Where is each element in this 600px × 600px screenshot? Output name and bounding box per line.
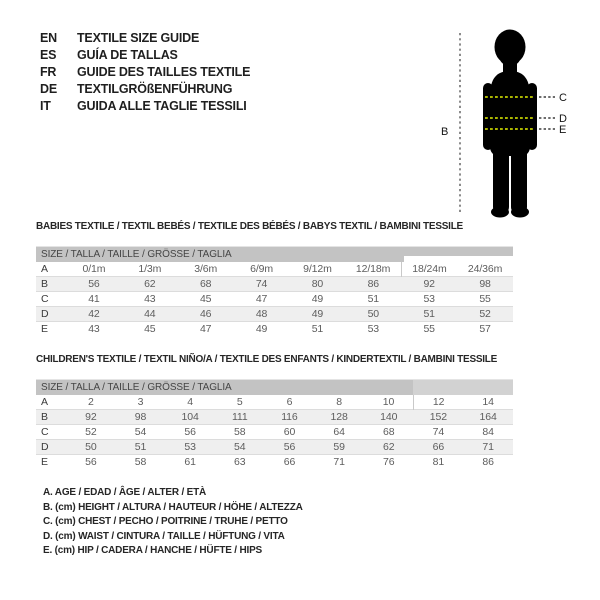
- label-b: B: [441, 126, 449, 138]
- label-c: C: [559, 92, 567, 104]
- table-cell: 98: [116, 410, 166, 425]
- table-cell: 58: [134, 456, 147, 468]
- child-silhouette: [483, 30, 537, 218]
- table-cell: 12: [414, 395, 464, 410]
- table-row: [36, 277, 513, 292]
- table-cell: 6: [286, 396, 293, 408]
- table-cell: 54: [215, 440, 265, 455]
- table-row: [36, 455, 513, 470]
- table-cell: 140: [364, 410, 414, 425]
- legend-item: B. (cm) HEIGHT / ALTURA / HAUTEUR / HÖHE / ALTEZZA: [43, 501, 303, 513]
- table-cell: 41: [88, 293, 100, 305]
- table-cell: 43: [144, 293, 156, 305]
- table-cell: 58: [234, 426, 246, 438]
- table-row: [36, 395, 513, 410]
- row-label: D: [36, 440, 66, 455]
- legend-item: D. (cm) WAIST / CINTURA / TAILLE / HÜFTUNG / VITA: [43, 530, 285, 542]
- table-cell: 164: [463, 410, 513, 425]
- table-cell: 92: [401, 277, 457, 292]
- table-row: [36, 292, 513, 307]
- table-cell: 71: [333, 456, 345, 468]
- table-cell: 53: [423, 293, 435, 305]
- table-cell: 24/36m: [467, 263, 503, 275]
- table-cell: 74: [432, 426, 445, 438]
- table-cell: 46: [178, 307, 234, 322]
- table-cell: 104: [165, 410, 215, 425]
- table-row: [36, 410, 513, 425]
- size-table-header-row: [36, 380, 513, 396]
- table-cell: 60: [283, 426, 296, 438]
- size-table-header: SIZE / TALLA / TAILLE / GRÖSSE / TAGLIA: [36, 380, 513, 396]
- row-label: A: [41, 263, 48, 275]
- table-cell: 66: [283, 456, 296, 468]
- table-cell: 111: [215, 410, 265, 425]
- size-table-header: SIZE / TALLA / TAILLE / GRÖSSE / TAGLIA: [36, 247, 513, 263]
- table-row: [36, 307, 513, 322]
- table-cell: 51: [401, 307, 457, 322]
- table-cell: 44: [122, 307, 178, 322]
- legend-item: E. (cm) HIP / CADERA / HANCHE / HÜFTE / HIPS: [43, 545, 263, 557]
- table-cell: 53: [165, 440, 215, 455]
- table-cell: 56: [184, 426, 196, 438]
- table-cell: 2: [87, 396, 94, 408]
- table-cell: 86: [482, 456, 494, 468]
- children-size-table: [36, 379, 513, 469]
- table-row: [36, 440, 513, 455]
- table-cell: 55: [479, 293, 491, 305]
- table-cell: 56: [66, 277, 122, 292]
- table-cell: 84: [482, 426, 494, 438]
- table-cell: 3/6m: [194, 263, 218, 275]
- row-label: C: [41, 426, 49, 438]
- row-label: E: [41, 456, 48, 468]
- table-cell: 5: [236, 396, 243, 408]
- table-cell: 61: [184, 456, 196, 468]
- language-title-list: [40, 30, 250, 115]
- table-cell: 56: [85, 456, 97, 468]
- table-cell: 49: [255, 323, 268, 335]
- language-row: [40, 98, 250, 115]
- language-code: IT: [40, 99, 51, 113]
- table-cell: 14: [482, 396, 494, 408]
- row-label: B: [36, 277, 66, 292]
- language-row: [40, 81, 250, 98]
- language-row: [40, 64, 250, 81]
- table-cell: 59: [314, 440, 364, 455]
- table-cell: 45: [199, 293, 212, 305]
- table-cell: 6/9m: [250, 263, 274, 275]
- table-cell: 49: [311, 293, 324, 305]
- table-cell: 49: [290, 307, 346, 322]
- label-e: E: [559, 124, 567, 136]
- table-cell: 62: [122, 277, 178, 292]
- table-cell: 51: [367, 293, 380, 305]
- row-label: E: [41, 323, 48, 335]
- label-d: D: [559, 113, 567, 125]
- row-label: B: [36, 410, 66, 425]
- legend-item: C. (cm) CHEST / PECHO / POITRINE / TRUHE / PETTO: [43, 516, 288, 528]
- measurement-legend: [43, 486, 303, 559]
- table-cell: 63: [234, 456, 246, 468]
- table-cell: 74: [234, 277, 290, 292]
- table-cell: 92: [66, 410, 116, 425]
- row-label: D: [36, 307, 66, 322]
- table-cell: 43: [88, 323, 100, 335]
- table-cell: 50: [66, 440, 116, 455]
- table-cell: 47: [255, 293, 268, 305]
- table-cell: 56: [265, 440, 315, 455]
- table-cell: 52: [85, 426, 97, 438]
- table-row: [36, 262, 513, 277]
- language-code: FR: [40, 65, 57, 79]
- table-cell: 62: [364, 440, 414, 455]
- table-cell: 12/18m: [355, 263, 391, 275]
- table-cell: 76: [383, 456, 395, 468]
- table-cell: 50: [345, 307, 401, 322]
- table-cell: 98: [457, 277, 513, 292]
- table-row: [36, 425, 513, 440]
- table-cell: 0/1m: [82, 263, 106, 275]
- table-cell: 52: [457, 307, 513, 322]
- table-cell: 3: [137, 396, 144, 408]
- language-title: TEXTILE SIZE GUIDE: [77, 31, 200, 45]
- table-cell: 45: [144, 323, 156, 335]
- child-measurement-figure: [438, 10, 600, 230]
- table-row: [36, 322, 513, 337]
- size-table-header-row: [36, 247, 513, 263]
- language-title: GUIDA ALLE TAGLIE TESSILI: [77, 99, 247, 113]
- children-table-title: CHILDREN'S TEXTILE / TEXTIL NIÑO/A / TEXTILE DES ENFANTS / KINDERTEXTIL / BAMBINI TESSILE: [36, 354, 498, 365]
- table-cell: 57: [479, 323, 491, 335]
- size-table: [36, 246, 513, 336]
- language-code: EN: [40, 31, 57, 45]
- table-cell: 66: [414, 440, 464, 455]
- row-label: C: [41, 293, 49, 305]
- table-cell: 64: [333, 426, 345, 438]
- language-title: GUIDE DES TAILLES TEXTILE: [77, 65, 251, 79]
- table-cell: 80: [290, 277, 346, 292]
- table-cell: 51: [116, 440, 166, 455]
- language-code: DE: [40, 82, 57, 96]
- table-cell: 54: [134, 426, 147, 438]
- language-title: TEXTILGRÖßENFÜHRUNG: [77, 82, 233, 96]
- language-row: [40, 30, 250, 47]
- table-cell: 8: [336, 396, 342, 408]
- language-code: ES: [40, 48, 57, 62]
- language-row: [40, 47, 250, 64]
- legend-item: A. AGE / EDAD / ÂGE / ALTER / ETÀ: [43, 487, 207, 498]
- table-cell: 86: [345, 277, 401, 292]
- row-label: A: [41, 396, 48, 408]
- size-table: [36, 379, 513, 469]
- table-cell: 47: [199, 323, 212, 335]
- table-cell: 18/24m: [401, 262, 457, 277]
- table-cell: 53: [367, 323, 380, 335]
- table-cell: 1/3m: [138, 263, 162, 275]
- table-cell: 48: [234, 307, 290, 322]
- table-cell: 116: [265, 410, 315, 425]
- babies-size-table: [36, 246, 513, 336]
- table-cell: 9/12m: [303, 263, 332, 275]
- table-cell: 10: [382, 396, 395, 408]
- table-cell: 68: [178, 277, 234, 292]
- table-cell: 4: [187, 396, 194, 408]
- table-cell: 81: [432, 456, 445, 468]
- table-cell: 42: [66, 307, 122, 322]
- table-cell: 128: [314, 410, 364, 425]
- table-cell: 68: [383, 426, 395, 438]
- table-cell: 71: [463, 440, 513, 455]
- table-cell: 51: [311, 323, 324, 335]
- language-title: GUÍA DE TALLAS: [77, 48, 178, 62]
- table-cell: 152: [414, 410, 464, 425]
- table-cell: 55: [423, 323, 435, 335]
- babies-table-title: BABIES TEXTILE / TEXTIL BEBÉS / TEXTILE DES BÉBÉS / BABYS TEXTIL / BAMBINI TESSILE: [36, 221, 463, 232]
